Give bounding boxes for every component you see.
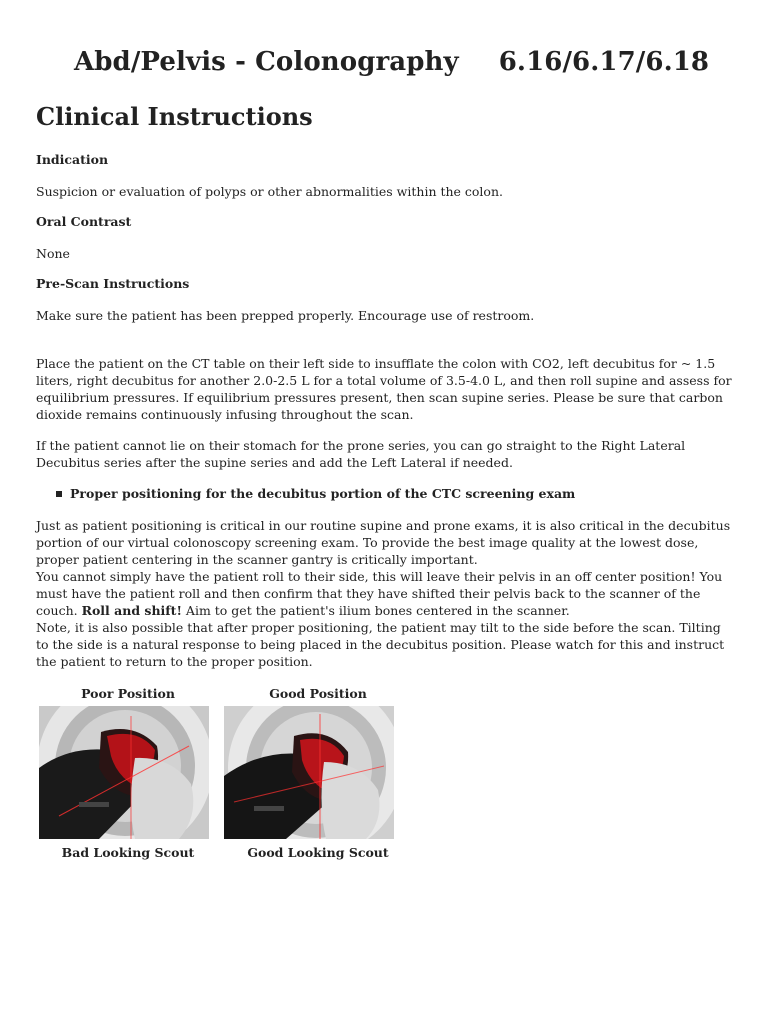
good-position-photo [224,706,394,839]
poor-position-title: Poor Position [81,686,175,701]
pre-scan-paragraph-1: Make sure the patient has been prepped properly. Encourage use of restroom. [36,308,535,323]
positioning-bullet-text: Proper positioning for the decubitus portion of the CTC screening exam [70,486,576,501]
bullet-square-icon [56,491,62,497]
oral-contrast-label: Oral Contrast [36,214,132,229]
good-position-title: Good Position [269,686,367,701]
positioning-paragraph-2 [36,568,736,619]
indication-text: Suspicion or evaluation of polyps or other abnormalities within the colon. [36,184,503,199]
bad-scout-caption: Bad Looking Scout [61,845,195,860]
indication-label: Indication [36,152,109,167]
pre-scan-paragraph-2: Place the patient on the CT table on their left side to insufflate the colon with CO2, left decubitus for ~ 1.5 liters, right decubitus for another 2.0-2.5 L for a total volume of 3.5-4.0 L, and then roll supine and assess for equilibrium pressures. If equilibrium pressures present, then scan supine series. Please be sure that carbon dioxide remains continuously infusing throughout the scan. [36,356,732,422]
positioning-p2-text-a: You cannot simply have the patient roll to their side, this will leave their pelvis in an off center position! You must have the patient roll and then confirm that they have shifted their pelvis back to the scanner of the couch. [36,569,723,618]
positioning-paragraph-1: Just as patient positioning is critical in our routine supine and prone exams, it is also critical in the decubitus portion of our virtual colonoscopy screening exam. To provide the best image quality at the lowest dose, proper patient centering in the scanner gantry is critically important. [36,518,731,567]
positioning-p2-text-b: Aim to get the patient's ilium bones centered in the scanner. [181,603,570,618]
document-title [74,47,734,77]
positioning-paragraph-3: Note, it is also possible that after proper positioning, the patient may tilt to the side before the scan. Tilting to the side is a natural response to being placed in the decubitus position. Please watch for this and instruct the patient to return to the proper position. [36,620,725,669]
poor-position-photo [39,706,209,839]
section-heading: Clinical Instructions [36,102,313,131]
pre-scan-label: Pre-Scan Instructions [36,276,190,291]
positioning-bullet [56,486,575,501]
oral-contrast-text: None [36,246,70,261]
exam-dates: 6.16/6.17/6.18 [498,47,710,77]
roll-and-shift-emphasis: Roll and shift! [81,603,182,618]
pre-scan-paragraph-3: If the patient cannot lie on their stomach for the prone series, you can go straight to the Right Lateral Decubitus series after the supine series and add the Left Lateral if needed. [36,438,686,470]
good-scout-caption: Good Looking Scout [247,845,389,860]
exam-name: Abd/Pelvis - Colonography [74,47,459,77]
